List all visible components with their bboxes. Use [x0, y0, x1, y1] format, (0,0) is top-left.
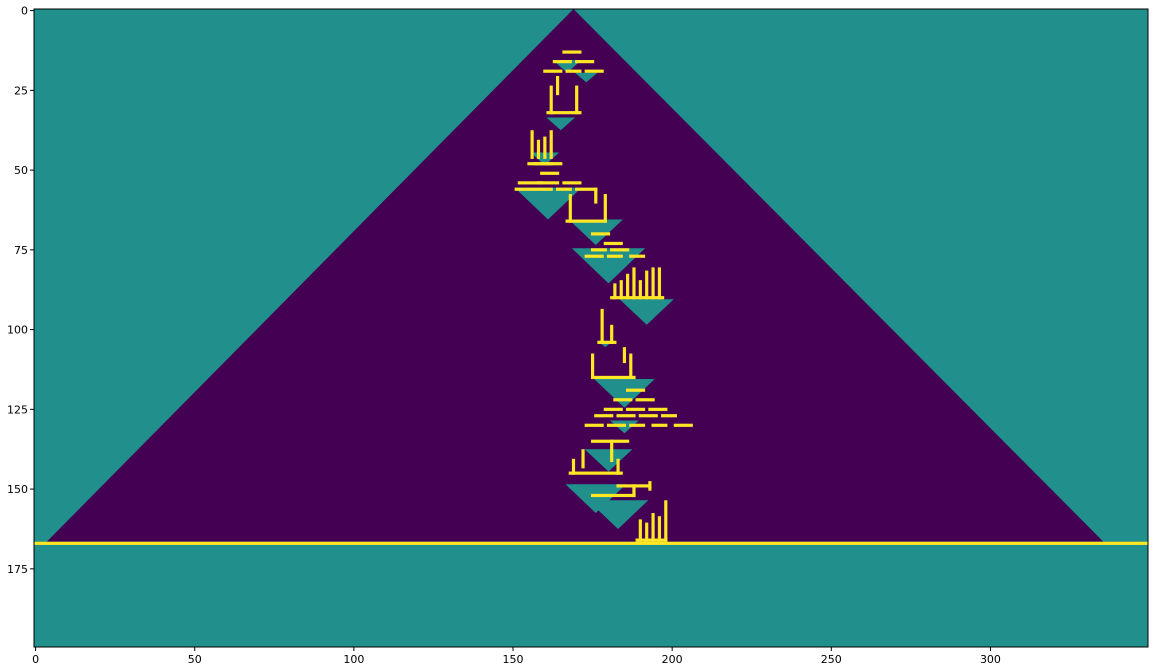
marker-run: [575, 188, 597, 191]
heatmap-plot-area: [34, 9, 1148, 647]
marker-run: [674, 424, 693, 427]
marker-column: [531, 130, 534, 159]
marker-run: [569, 472, 623, 475]
marker-run: [648, 408, 667, 411]
marker-column: [632, 484, 635, 497]
marker-run: [607, 255, 623, 258]
marker-column: [613, 283, 616, 299]
marker-run: [594, 414, 613, 417]
marker-run: [34, 542, 1148, 545]
marker-column: [651, 513, 654, 542]
x-tick-label: 150: [502, 653, 524, 666]
y-tick-label: 0: [21, 4, 28, 18]
marker-run: [604, 408, 623, 411]
marker-column: [572, 459, 575, 475]
marker-run: [626, 408, 645, 411]
marker-column: [639, 519, 642, 541]
marker-run: [626, 389, 645, 392]
marker-column: [616, 459, 619, 475]
marker-column: [648, 481, 651, 491]
x-tick-label: 100: [343, 653, 365, 666]
marker-run: [636, 398, 655, 401]
y-tick-label: 125: [7, 403, 28, 417]
marker-column: [629, 354, 632, 380]
y-tick-label: 25: [14, 84, 28, 98]
marker-run: [515, 188, 531, 191]
marker-run: [556, 188, 572, 191]
marker-column: [610, 440, 613, 462]
marker-column: [601, 309, 604, 344]
marker-run: [629, 424, 645, 427]
marker-column: [537, 140, 540, 159]
marker-column: [550, 86, 553, 115]
x-tick-label: 300: [979, 653, 1001, 666]
marker-run: [562, 50, 581, 53]
marker-run: [553, 60, 572, 63]
marker-column: [610, 325, 613, 344]
y-tick-label: 150: [7, 483, 28, 497]
marker-column: [645, 271, 648, 300]
marker-run: [591, 232, 610, 235]
marker-run: [585, 424, 604, 427]
x-tick-label: 250: [820, 653, 842, 666]
marker-column: [581, 449, 584, 468]
marker-run: [607, 424, 626, 427]
marker-run: [604, 242, 623, 245]
marker-run: [537, 181, 559, 184]
marker-run: [639, 414, 658, 417]
marker-column: [543, 137, 546, 159]
marker-column: [639, 280, 642, 299]
marker-run: [613, 398, 632, 401]
marker-run: [591, 494, 636, 497]
marker-column: [604, 194, 607, 223]
marker-run: [651, 424, 667, 427]
marker-run: [591, 376, 636, 379]
marker-column: [620, 280, 623, 299]
marker-run: [540, 172, 559, 175]
marker-column: [575, 86, 578, 115]
marker-run: [575, 60, 594, 63]
marker-run: [543, 70, 562, 73]
x-tick-label: 0: [32, 653, 40, 666]
marker-column: [651, 267, 654, 299]
y-tick-label: 75: [14, 243, 28, 257]
marker-run: [591, 248, 607, 251]
y-tick-label: 100: [7, 323, 28, 337]
marker-column: [550, 130, 553, 159]
marker-run: [610, 248, 629, 251]
marker-run: [566, 70, 582, 73]
marker-column: [632, 267, 635, 299]
marker-column: [623, 347, 626, 363]
marker-run: [610, 296, 664, 299]
marker-run: [531, 188, 553, 191]
marker-column: [569, 194, 572, 223]
marker-run: [629, 255, 645, 258]
marker-column: [664, 500, 667, 541]
marker-column: [645, 523, 648, 542]
marker-run: [585, 70, 604, 73]
y-tick-label: 50: [14, 164, 28, 178]
marker-run: [585, 255, 604, 258]
x-tick-label: 200: [661, 653, 683, 666]
marker-run: [562, 181, 581, 184]
marker-column: [658, 267, 661, 299]
marker-column: [658, 516, 661, 542]
y-tick-label: 175: [7, 562, 28, 576]
marker-column: [591, 354, 594, 380]
x-tick-label: 50: [187, 653, 202, 666]
marker-run: [546, 162, 562, 165]
marker-run: [616, 414, 635, 417]
marker-column: [556, 76, 559, 95]
marker-run: [661, 414, 677, 417]
marker-run: [597, 341, 616, 344]
marker-column: [594, 188, 597, 204]
marker-column: [626, 274, 629, 300]
